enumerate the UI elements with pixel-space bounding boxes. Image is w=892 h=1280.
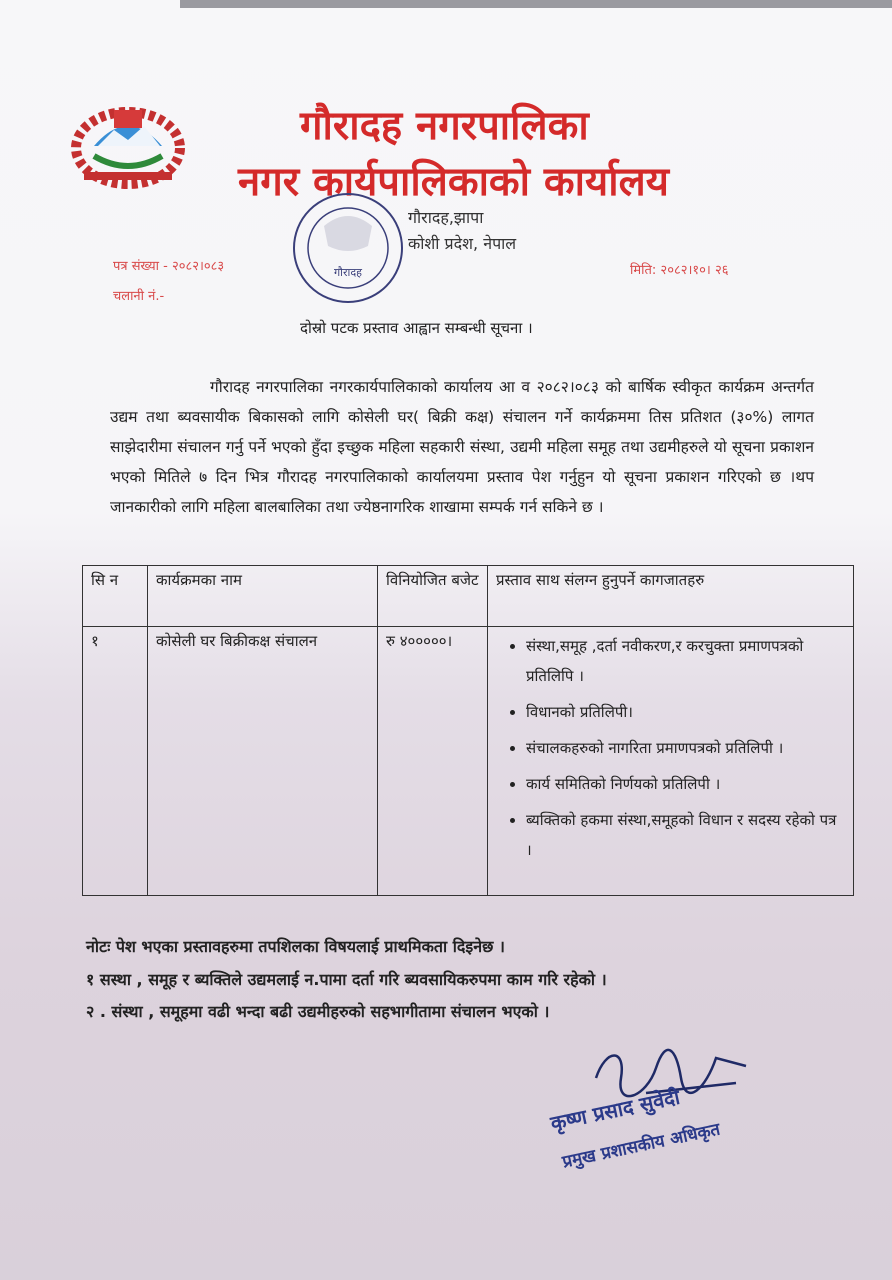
office-title-line1: गौरादह नगरपालिका <box>300 103 589 149</box>
list-item: • विधानको प्रतिलिपी। <box>526 697 845 727</box>
header-budget: विनियोजित बजेट <box>378 566 488 627</box>
program-table <box>82 565 854 896</box>
signatory-title: प्रमुख प्रशासकीय अधिकृत <box>560 1119 722 1173</box>
header-documents: प्रस्ताव साथ संलग्न हुनुपर्ने कागजातहरु <box>488 566 854 627</box>
office-stamp-icon <box>288 186 408 310</box>
address-line2: कोशी प्रदेश, नेपाल <box>408 234 517 253</box>
note-item-2: २ . संस्था , समूहमा वढी भन्दा बढी उद्यमीहरुको सहभागीतामा संचालन भएको । <box>86 1002 550 1021</box>
document-list <box>496 631 845 865</box>
list-item: • कार्य समितिको निर्णयको प्रतिलिपी । <box>526 769 845 799</box>
notice-body-text: गौरादह नगरपालिका नगरकार्यपालिकाको कार्यालय आ व २०८२।०८३ को बार्षिक स्वीकृत कार्यक्रम अन्तर्गत उद्यम तथा ब्यवसायीक बिकासको लागि कोसेली घर( बिक्री कक्ष) संचालन गर्ने कार्यक्रममा तिस प्रतिशत (३०%) लागत साझेदारीमा संचालन गर्नु पर्ने भएको हुँदा इच्छुक महिला सहकारी संस्था, उद्यमी महिला समूह तथा उद्यमीहरुले यो सूचना प्रकाशन भएको मितिले ७ दिन भित्र गौरादह नगरपालिकाको कार्यालयमा प्रस्ताव पेश गर्नुहुन यो सूचना प्रकाशन गरिएको छ ।थप जानकारीको लागि महिला बालबालिका तथा ज्येष्ठनागरिक शाखामा सम्पर्क गर्न सकिने छ । <box>110 378 814 516</box>
cell-program: कोसेली घर बिक्रीकक्ष संचालन <box>148 627 378 896</box>
office-title-line2: नगर कार्यपालिकाको कार्यालय <box>238 159 669 205</box>
signatory-name: कृष्ण प्रसाद सुवेदी <box>548 1084 682 1136</box>
notice-body <box>110 372 814 522</box>
notice-subject: दोस्रो पटक प्रस्ताव आह्वान सम्बन्धी सूचना । <box>300 319 533 337</box>
list-item: • संस्था,समूह ,दर्ता नवीकरण,र करचुक्ता प्रमाणपत्रको प्रतिलिपि । <box>526 631 845 691</box>
nepal-emblem-icon <box>64 96 192 192</box>
header-program: कार्यक्रमका नाम <box>148 566 378 627</box>
dispatch-number: चलानी नं.- <box>113 289 165 304</box>
letter-number: पत्र संख्या - २०८२।०८३ <box>113 259 225 274</box>
note-heading: नोटः पेश भएका प्रस्तावहरुमा तपशिलका विषयलाई प्राथमिकता दिइनेछ । <box>86 937 505 956</box>
header-sn: सि न <box>83 566 148 627</box>
cell-budget: रु ४०००००। <box>378 627 488 896</box>
letter-date: मिति: २०८२।१०। २६ <box>630 263 729 278</box>
address-line1: गौरादह,झापा <box>408 208 484 227</box>
table-row <box>83 627 854 896</box>
note-item-1: १ सस्था , समूह र ब्यक्तिले उद्यमलाई न.पामा दर्ता गरि ब्यवसायिकरुपमा काम गरि रहेको । <box>86 970 607 989</box>
list-item: • संचालकहरुको नागरिता प्रमाणपत्रको प्रतिलिपी । <box>526 733 845 763</box>
scan-edge <box>180 0 892 8</box>
cell-sn: १ <box>83 627 148 896</box>
table-header-row <box>83 566 854 627</box>
svg-text:गौरादह: गौरादह <box>333 266 363 279</box>
list-item: • ब्यक्तिको हकमा संस्था,समूहको विधान र सदस्य रहेको पत्र । <box>526 805 845 865</box>
cell-documents <box>488 627 854 896</box>
